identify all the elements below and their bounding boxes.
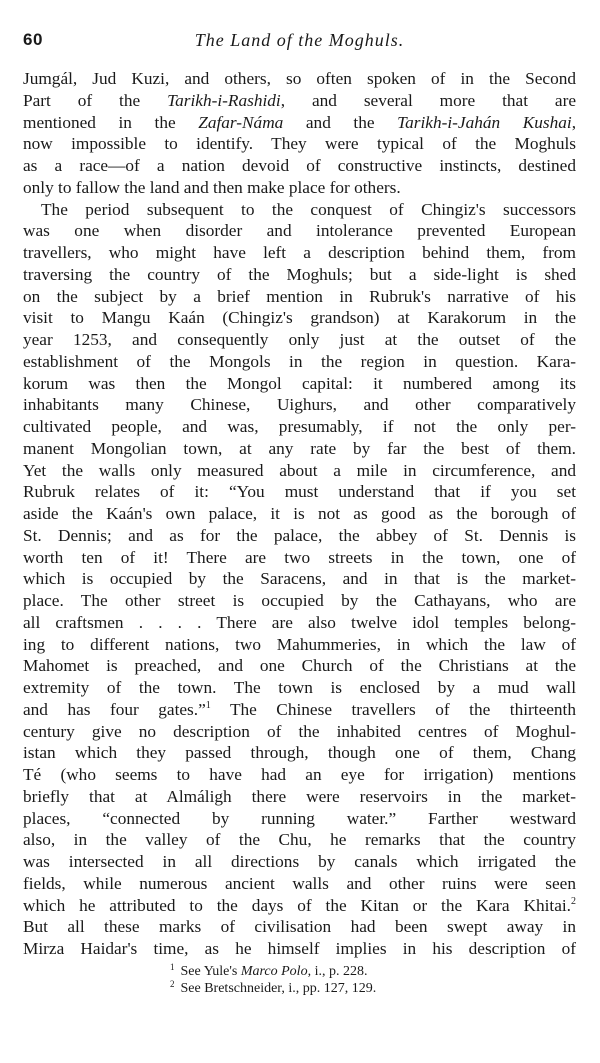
text-line: Rubruk relates of it: “You must understand that if you set <box>23 482 576 502</box>
footnote: $^1$ See Yule's Marco Polo, i., p. 228. <box>170 962 368 979</box>
text-line: korum was then the Mongol capital: it numbered among its <box>23 373 576 393</box>
italic-title: Marco Polo <box>240 964 308 979</box>
text-line: worth ten of it! There are two streets in the town, one of <box>23 547 576 567</box>
text-line: only to fallow the land and then make place for others. <box>23 177 401 197</box>
text-line: inhabitants many Chinese, Uighurs, and other comparatively <box>23 395 576 415</box>
footnote-marker: 2 <box>170 979 175 989</box>
text-line: was one when disorder and intolerance prevented European <box>23 221 576 241</box>
text-line: year 1253, and consequently only just at the outset of the <box>23 330 576 349</box>
text-line: now impossible to identify. They were typical of the Moghuls <box>23 134 576 154</box>
text-line: extremity of the town. The town is enclosed by a mud wall <box>23 678 576 697</box>
text-line: Jumgál, Jud Kuzi, and others, so often spoken of in the Second <box>23 69 576 88</box>
text-line: visit to Mangu Kaán (Chingiz's grandson) at Karakorum in the <box>23 308 576 328</box>
text-line: manent Mongolian town, at any rate by far the best of them. <box>23 438 576 458</box>
text-line: Mirza Haidar's time, as he himself implies in his description of <box>23 939 576 958</box>
italic-title: Tarikh-i-Rashidi <box>167 90 281 110</box>
text-line: traversing the country of the Moghuls; but a side-light is shed <box>23 264 576 284</box>
text-line: Part of the Tarikh-i-Rashidi, and several more that are <box>23 90 576 110</box>
text-line: was intersected in all directions by canals which irrigated the <box>23 852 576 871</box>
text-line: establishment of the Mongols in the region in question. Kara- <box>23 351 576 371</box>
page-number: 60 <box>23 30 43 49</box>
text-line: fields, while numerous ancient walls and other ruins were seen <box>23 873 576 893</box>
text-line: place. The other street is occupied by the Cathayans, who are <box>23 591 576 610</box>
text-line: St. Dennis; and as for the palace, the abbey of St. Dennis is <box>23 525 576 545</box>
book-page <box>23 30 576 960</box>
text-line: But all these marks of civilisation had been swept away in <box>23 917 576 937</box>
text-line: aside the Kaán's own palace, it is not as good as the borough of <box>23 504 576 523</box>
text-line: travellers, who might have left a description behind them, from <box>23 243 576 262</box>
running-head <box>23 30 576 56</box>
footnote-ref: 1 <box>205 699 211 711</box>
text-line: istan which they passed through, though one of them, Chang <box>23 743 576 763</box>
text-line: all craftsmen . . . . There are also twelve idol temples belong- <box>23 612 576 632</box>
text-line: cultivated people, and was, presumably, if not the only per- <box>23 417 576 436</box>
text-line: as a race—of a nation devoid of constructive instincts, destined <box>23 156 576 175</box>
running-title: The Land of the Moghuls. <box>194 30 405 50</box>
text-line: Mahomet is preached, and one Church of the Christians at the <box>23 656 576 676</box>
text-line: century give no description of the inhabited centres of Moghul- <box>23 721 576 741</box>
text-line: mentioned in the Zafar-Náma and the Tarikh-i-Jahán Kushai, <box>23 112 577 132</box>
text-line: on the subject by a brief mention in Rubruk's narrative of his <box>23 286 576 306</box>
footnote-marker: 1 <box>170 962 175 972</box>
text-line: and has four gates.”$^1$ The Chinese travellers of the thirteenth <box>23 699 576 719</box>
text-line: which is occupied by the Saracens, and in that is the market- <box>23 569 576 589</box>
text-line: which he attributed to the days of the Kitan or the Kara Khitai.$^2$ <box>23 895 576 915</box>
footnote-ref: 2 <box>571 895 576 907</box>
text-line: briefly that at Almáligh there were reservoirs in the market- <box>23 786 576 806</box>
text-line: Yet the walls only measured about a mile in circumference, and <box>23 460 576 480</box>
footnote: $^2$ See Bretschneider, i., pp. 127, 129. <box>170 979 377 996</box>
text-line: Té (who seems to have had an eye for irrigation) mentions <box>23 765 576 784</box>
italic-title: Zafar-Náma <box>198 112 284 132</box>
body-text <box>23 68 576 960</box>
text-line: ing to different nations, two Mahummeries, in which the law of <box>23 634 576 654</box>
text-line: places, “connected by running water.” Farther westward <box>23 808 576 828</box>
footnotes <box>170 963 376 997</box>
text-line: The period subsequent to the conquest of Chingiz's successors <box>41 199 576 219</box>
text-line: also, in the valley of the Chu, he remarks that the country <box>23 830 576 850</box>
italic-title: Tarikh-i-Jahán Kushai <box>397 112 572 132</box>
